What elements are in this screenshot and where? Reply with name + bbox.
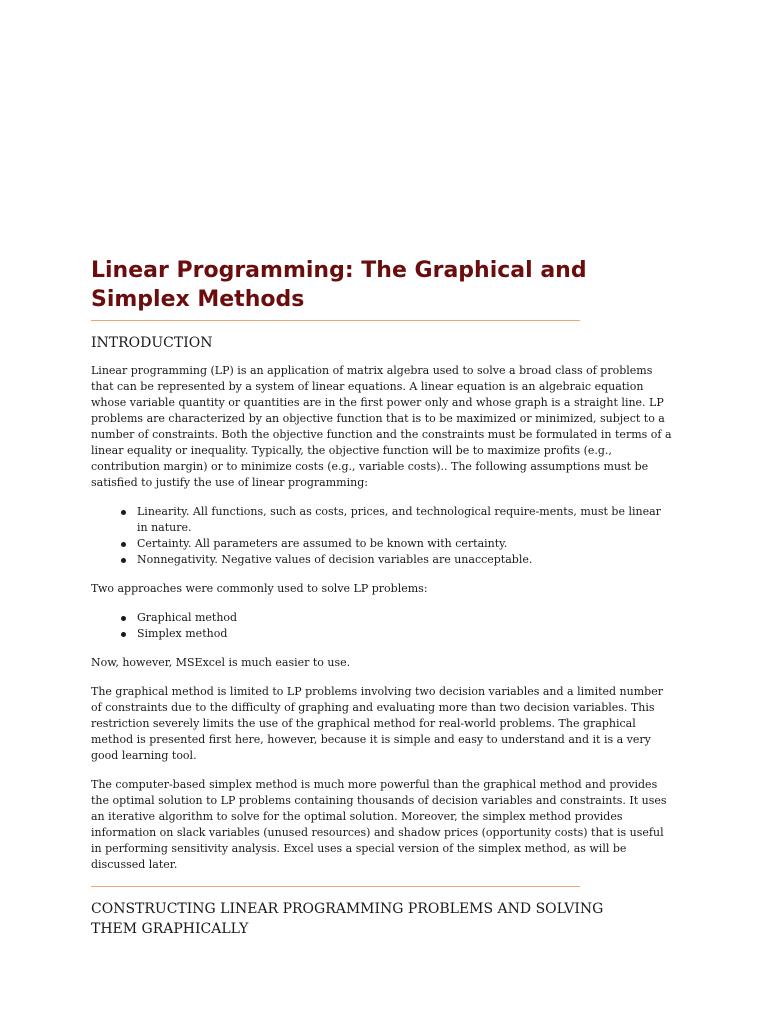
list-item-text: Simplex method [137,627,228,640]
bullet-icon [121,632,126,637]
introduction-heading: INTRODUCTION [91,335,213,351]
list-item [121,626,667,642]
section-divider [91,886,580,887]
simplex-method-paragraph: The computer-based simplex method is much more powerful than the graphical method and provides the optimal solution to LP problems containing thousands of decision variables and constraints. It uses an iterative algorithm to solve for the optimal solution. Moreover, the simplex method provides information on slack variables (unused resources) and shadow prices (opportunity costs) that is useful in performing sensitivity analysis. Excel uses a special version of the simplex method, as will be discussed later. [91,778,667,871]
page-title: Linear Programming: The Graphical and Simplex Methods [91,258,587,312]
bullet-icon [121,510,126,515]
intro-paragraph: Linear programming (LP) is an application of matrix algebra used to solve a broad class of problems that can be represented by a system of linear equations. A linear equation is an algebraic equation whose variable quantity or quantities are in the first power only and whose graph is a straight line. LP problems are characterized by an objective function that is to be maximized or minimized, subject to a number of constraints. Both the objective function and the constraints must be formulated in terms of a linear equality or inequality. Typically, the objective function will be to maximize profits (e.g., contribution margin) or to minimize costs (e.g., variable costs).. The following assumptions must be satisfied to justify the use of linear programming: [91,364,672,489]
list-item-text: Certainty. All parameters are assumed to be known with certainty. [137,537,508,550]
list-item [121,504,667,536]
list-item [121,536,667,552]
bullet-icon [121,558,126,563]
bullet-icon [121,616,126,621]
list-item-text: Graphical method [137,611,238,624]
approaches-list [91,610,676,642]
excel-note: Now, however, MSExcel is much easier to use. [91,656,351,669]
bullet-icon [121,542,126,547]
list-item [121,552,667,568]
title-divider [91,320,580,321]
list-item-text: Linearity. All functions, such as costs, prices, and technological require-ments, must be linear in nature. [137,505,661,534]
graphical-method-paragraph: The graphical method is limited to LP problems involving two decision variables and a limited number of constraints due to the difficulty of graphing and evaluating more than two decision variables. This restriction severely limits the use of the graphical method for real-world problems. The graphical method is presented first here, however, because it is simple and easy to understand and it is a very good learning tool. [91,685,663,762]
assumptions-list [91,504,676,568]
list-item [121,610,667,626]
approaches-intro: Two approaches were commonly used to solve LP problems: [91,582,428,595]
document-page [91,256,676,939]
list-item-text: Nonnegativity. Negative values of decision variables are unacceptable. [137,553,533,566]
constructing-heading: CONSTRUCTING LINEAR PROGRAMMING PROBLEMS AND SOLVING THEM GRAPHICALLY [91,901,604,937]
